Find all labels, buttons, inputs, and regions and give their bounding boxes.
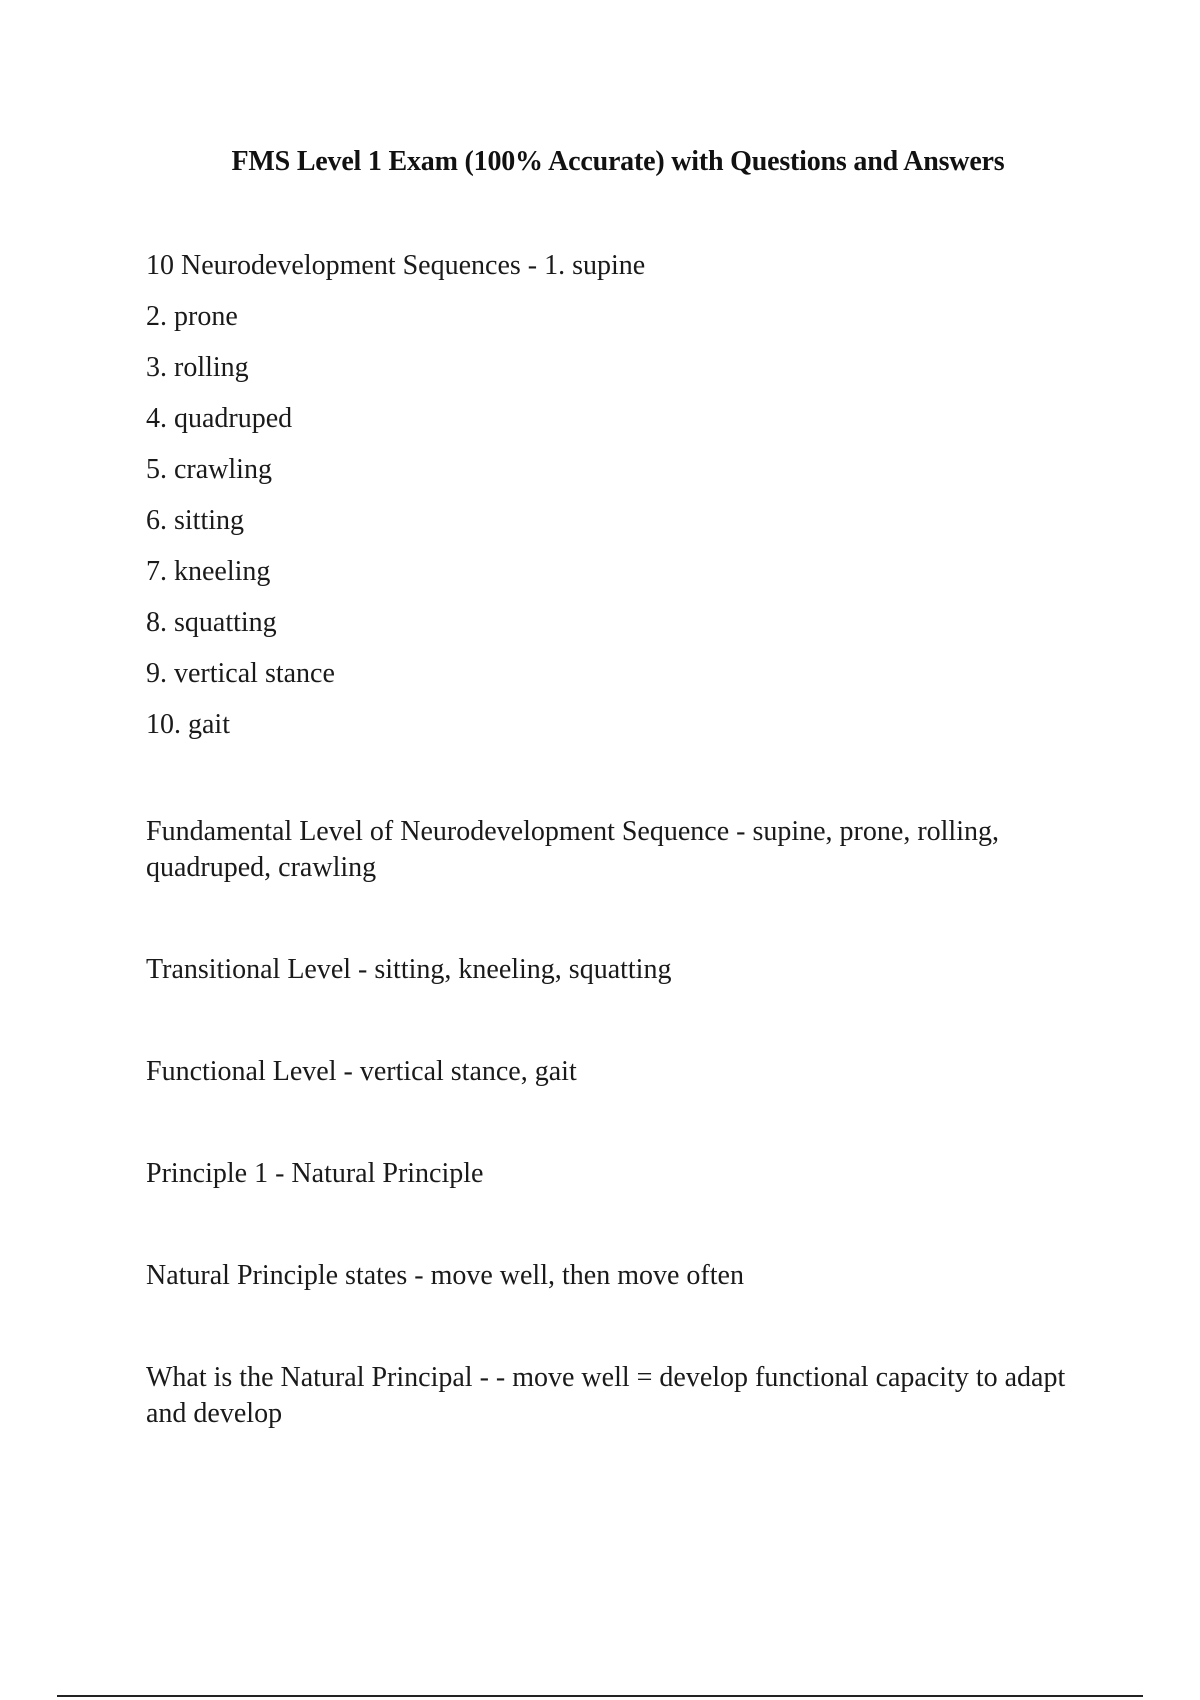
qa-natural-principle-states: Natural Principle states - move well, then move often	[146, 1260, 744, 1291]
sequence-item: 3. rolling	[146, 352, 249, 383]
sequence-item: 8. squatting	[146, 607, 277, 638]
document-body	[146, 248, 1086, 1429]
qa-principle-1: Principle 1 - Natural Principle	[146, 1158, 484, 1189]
sequence-item: 5. crawling	[146, 454, 272, 485]
qa-what-is-natural-principal: What is the Natural Principal - - move well = develop functional capacity to adapt and develop	[146, 1362, 1066, 1429]
sequence-item: 9. vertical stance	[146, 658, 335, 689]
sequence-item: 2. prone	[146, 301, 238, 332]
document-title: FMS Level 1 Exam (100% Accurate) with Questions and Answers	[231, 146, 1005, 177]
sequence-item: 10 Neurodevelopment Sequences - 1. supine	[146, 250, 646, 281]
sequence-item: 7. kneeling	[146, 556, 271, 587]
sequence-item: 4. quadruped	[146, 403, 293, 434]
qa-transitional-level: Transitional Level - sitting, kneeling, squatting	[146, 954, 672, 985]
qa-functional-level: Functional Level - vertical stance, gait	[146, 1056, 577, 1087]
qa-fundamental-level: Fundamental Level of Neurodevelopment Sequence - supine, prone, rolling, quadruped, crawling	[146, 816, 999, 883]
sequence-item: 6. sitting	[146, 505, 245, 536]
sequence-item: 10. gait	[146, 709, 230, 740]
footer-divider	[57, 1695, 1143, 1697]
